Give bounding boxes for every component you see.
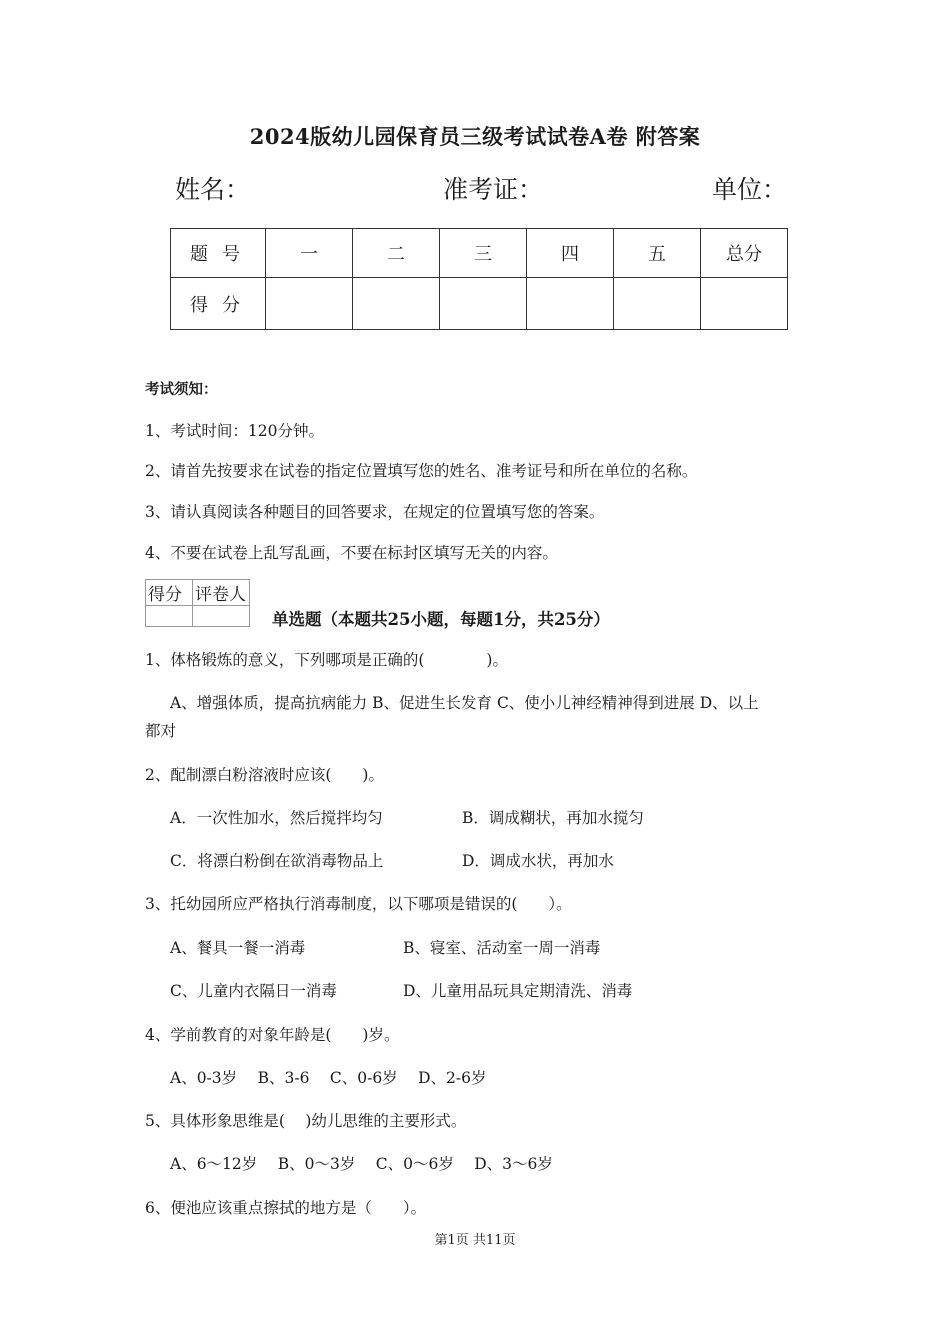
notice-item: 2、请首先按要求在试卷的指定位置填写您的姓名、准考证号和所在单位的名称。 xyxy=(145,462,698,480)
notice-item: 1、考试时间：120分钟。 xyxy=(145,422,324,440)
question-options-continued: 都对 xyxy=(145,722,177,740)
question-options: A、6～12岁 B、0～3岁 C、0～6岁 D、3～6岁 xyxy=(170,1155,553,1173)
score-table-column: 二 xyxy=(353,229,440,278)
question-stem: 1、体格锻炼的意义，下列哪项是正确的( )。 xyxy=(145,651,508,669)
question-option-a: A．一次性加水，然后搅拌均匀 xyxy=(170,809,383,827)
score-cell[interactable] xyxy=(701,278,788,330)
unit-field-label: 单位： xyxy=(712,175,788,204)
question-option-b: B．调成糊状，再加水搅匀 xyxy=(462,809,644,827)
score-cell[interactable] xyxy=(353,278,440,330)
exam-id-field-label: 准考证： xyxy=(443,175,544,204)
question-stem: 6、便池应该重点擦拭的地方是（ ）。 xyxy=(145,1199,427,1217)
grader-box xyxy=(145,579,250,627)
question-option-a: A、餐具一餐一消毒 xyxy=(170,939,306,957)
question-option-b: B、寝室、活动室一周一消毒 xyxy=(403,939,601,957)
grader-box-score-label: 得分 xyxy=(146,580,193,606)
score-table-column: 三 xyxy=(440,229,527,278)
score-cell[interactable] xyxy=(440,278,527,330)
question-stem: 2、配制漂白粉溶液时应该( )。 xyxy=(145,766,384,784)
page-title: 2024版幼儿园保育员三级考试试卷A卷 附答案 xyxy=(249,124,701,149)
score-table-column: 五 xyxy=(614,229,701,278)
score-table xyxy=(170,228,788,330)
question-option-c: C、儿童内衣隔日一消毒 xyxy=(170,982,337,1000)
page-footer: 第1页 共11页 xyxy=(434,1233,516,1248)
question-option-c: C．将漂白粉倒在欲消毒物品上 xyxy=(170,852,384,870)
question-stem: 3、托幼园所应严格执行消毒制度，以下哪项是错误的( ）。 xyxy=(145,895,572,913)
notice-item: 3、请认真阅读各种题目的回答要求，在规定的位置填写您的答案。 xyxy=(145,503,605,521)
score-table-column: 四 xyxy=(527,229,614,278)
score-table-header-row xyxy=(171,229,788,278)
score-cell[interactable] xyxy=(266,278,353,330)
notice-heading: 考试须知： xyxy=(145,381,218,398)
question-option-d: D．调成水状，再加水 xyxy=(462,852,614,870)
question-option-d: D、儿童用品玩具定期清洗、消毒 xyxy=(403,982,633,1000)
grader-box-grader-label: 评卷人 xyxy=(193,580,250,606)
name-field-label: 姓名： xyxy=(175,175,251,204)
score-table-column: 一 xyxy=(266,229,353,278)
score-cell[interactable] xyxy=(527,278,614,330)
question-options: A、0-3岁 B、3-6 C、0-6岁 D、2-6岁 xyxy=(170,1069,487,1087)
score-table-header-label: 题号 xyxy=(171,229,266,278)
grader-box-score-cell[interactable] xyxy=(146,606,193,627)
score-table-score-label: 得分 xyxy=(171,278,266,330)
score-table-column: 总分 xyxy=(701,229,788,278)
question-options: A、增强体质，提高抗病能力 B、促进生长发育 C、使小儿神经精神得到进展 D、以上 xyxy=(170,694,759,712)
notice-item: 4、不要在试卷上乱写乱画，不要在标封区填写无关的内容。 xyxy=(145,544,558,562)
question-stem: 5、具体形象思维是( )幼儿思维的主要形式。 xyxy=(145,1112,467,1130)
question-stem: 4、学前教育的对象年龄是( )岁。 xyxy=(145,1026,400,1044)
score-cell[interactable] xyxy=(614,278,701,330)
section-heading: 单选题（本题共25小题，每题1分，共25分） xyxy=(272,610,610,629)
score-table-score-row xyxy=(171,278,788,330)
grader-box-grader-cell[interactable] xyxy=(193,606,250,627)
